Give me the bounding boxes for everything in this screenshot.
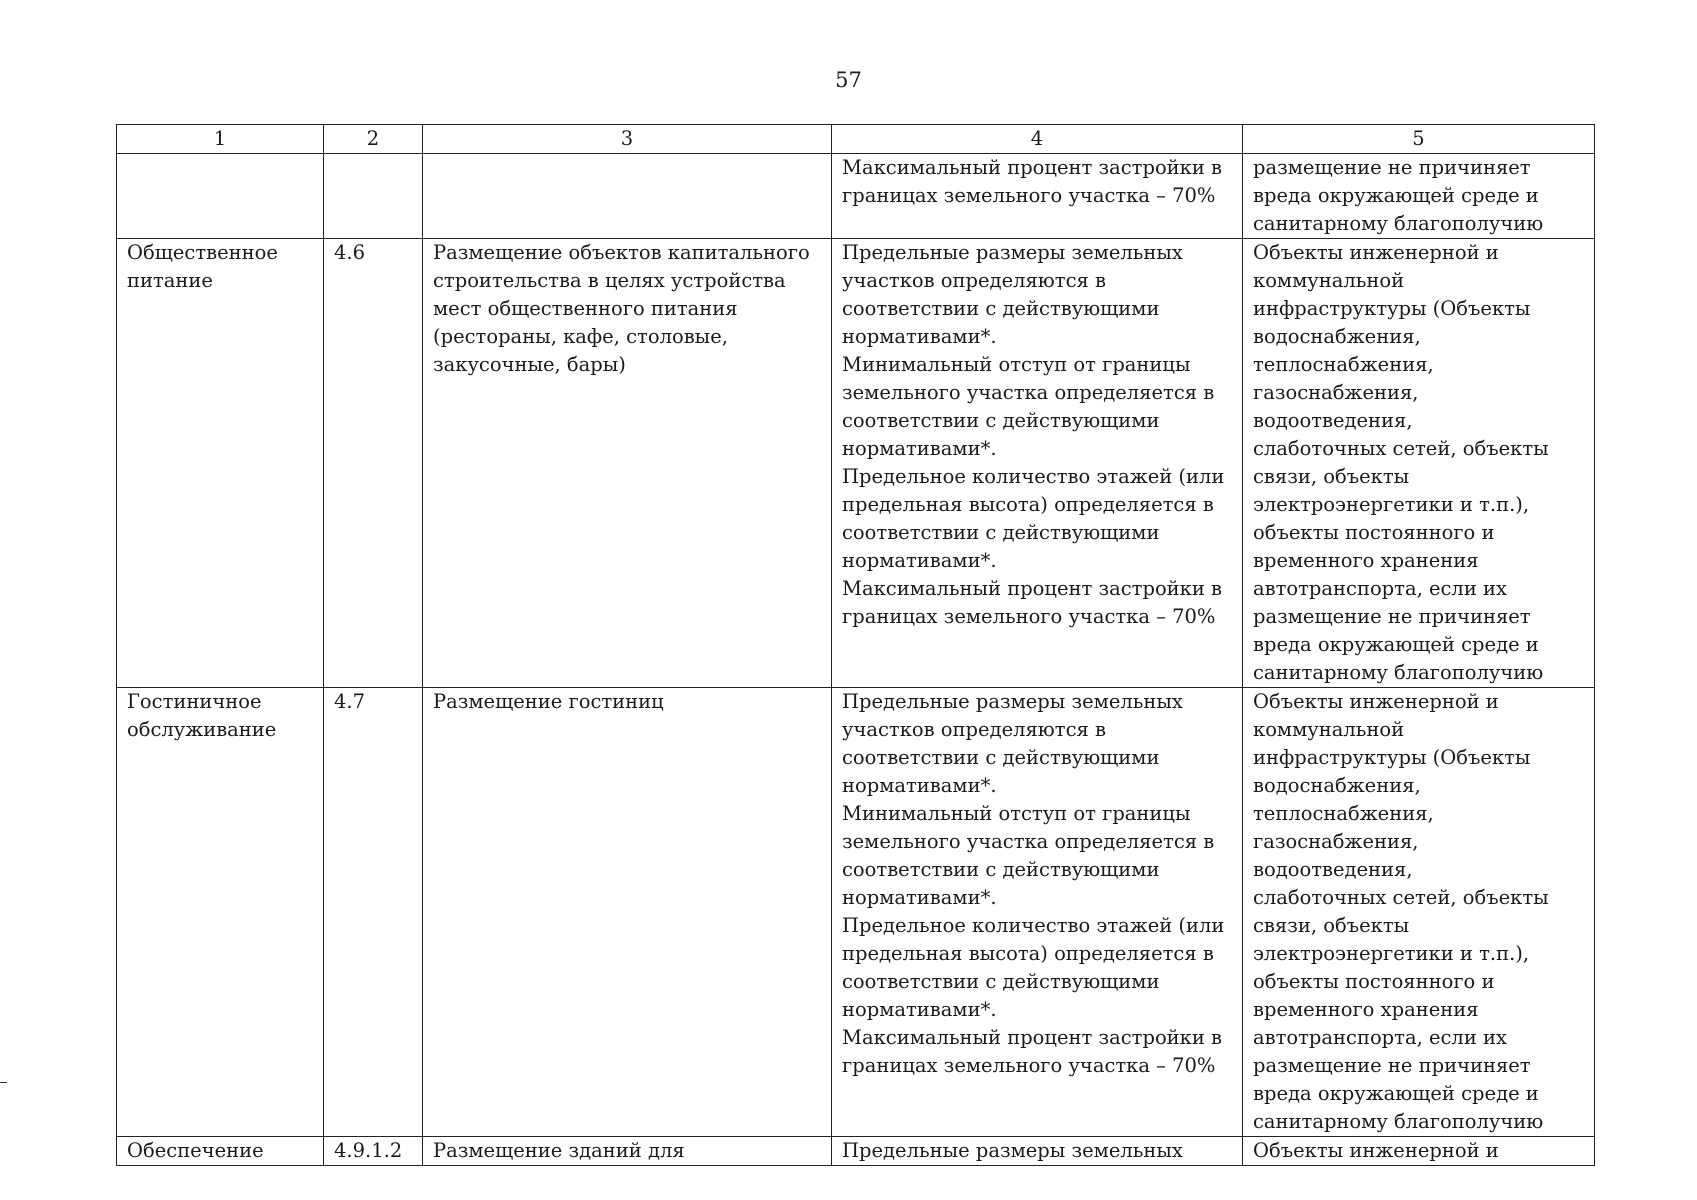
table-row [117,1137,1595,1166]
page-number: 57 [835,68,862,92]
cell-code: 4.9.1.2 [324,1137,423,1166]
cell-use-type: Гостиничное обслуживание [117,688,324,1137]
table-row [117,688,1595,1137]
cell-auxiliary-uses: Объекты инженерной и коммунальной инфраструктуры (Объекты водоснабжения, теплоснабжения, газоснабжения, водоотведения, слаботочных сетей, объекты связи, объекты электроэнергетики и т.п.), объекты постоянного и временного хранения автотранспорта, если их размещение не причиняет вреда окружающей среде и санитарному благополучию [1243,688,1595,1137]
column-header: 4 [832,125,1243,154]
cell-auxiliary-uses: Объекты инженерной и [1243,1137,1595,1166]
cell-use-type [117,154,324,239]
cell-description: Размещение зданий для [423,1137,832,1166]
cell-code: 4.7 [324,688,423,1137]
cell-parameters: Предельные размеры земельных участков определяются в соответствии с действующими нормативами*. Минимальный отступ от границы земельного участка определяется в соответствии с действующими нормативами*. Предельное количество этажей (или предельная высота) определяется в соответствии с действующими нормативами*. Максимальный процент застройки в границах земельного участка – 70% [832,688,1243,1137]
cell-parameters: Предельные размеры земельных [832,1137,1243,1166]
cell-auxiliary-uses: размещение не причиняет вреда окружающей среде и санитарному благополучию [1243,154,1595,239]
cell-code [324,154,423,239]
cell-use-type: Обеспечение [117,1137,324,1166]
margin-mark [0,1082,7,1083]
cell-parameters: Максимальный процент застройки в границах земельного участка – 70% [832,154,1243,239]
cell-description: Размещение гостиниц [423,688,832,1137]
column-header: 2 [324,125,423,154]
cell-use-type: Общественное питание [117,239,324,688]
table-row [117,239,1595,688]
column-header: 3 [423,125,832,154]
cell-description: Размещение объектов капитального строительства в целях устройства мест общественного питания (рестораны, кафе, столовые, закусочные, бары) [423,239,832,688]
cell-parameters: Предельные размеры земельных участков определяются в соответствии с действующими нормативами*. Минимальный отступ от границы земельного участка определяется в соответствии с действующими нормативами*. Предельное количество этажей (или предельная высота) определяется в соответствии с действующими нормативами*. Максимальный процент застройки в границах земельного участка – 70% [832,239,1243,688]
cell-auxiliary-uses: Объекты инженерной и коммунальной инфраструктуры (Объекты водоснабжения, теплоснабжения, газоснабжения, водоотведения, слаботочных сетей, объекты связи, объекты электроэнергетики и т.п.), объекты постоянного и временного хранения автотранспорта, если их размещение не причиняет вреда окружающей среде и санитарному благополучию [1243,239,1595,688]
cell-code: 4.6 [324,239,423,688]
land-use-table [116,124,1595,1166]
column-header: 5 [1243,125,1595,154]
table-row [117,154,1595,239]
table-header-row [117,125,1595,154]
cell-description [423,154,832,239]
column-header: 1 [117,125,324,154]
